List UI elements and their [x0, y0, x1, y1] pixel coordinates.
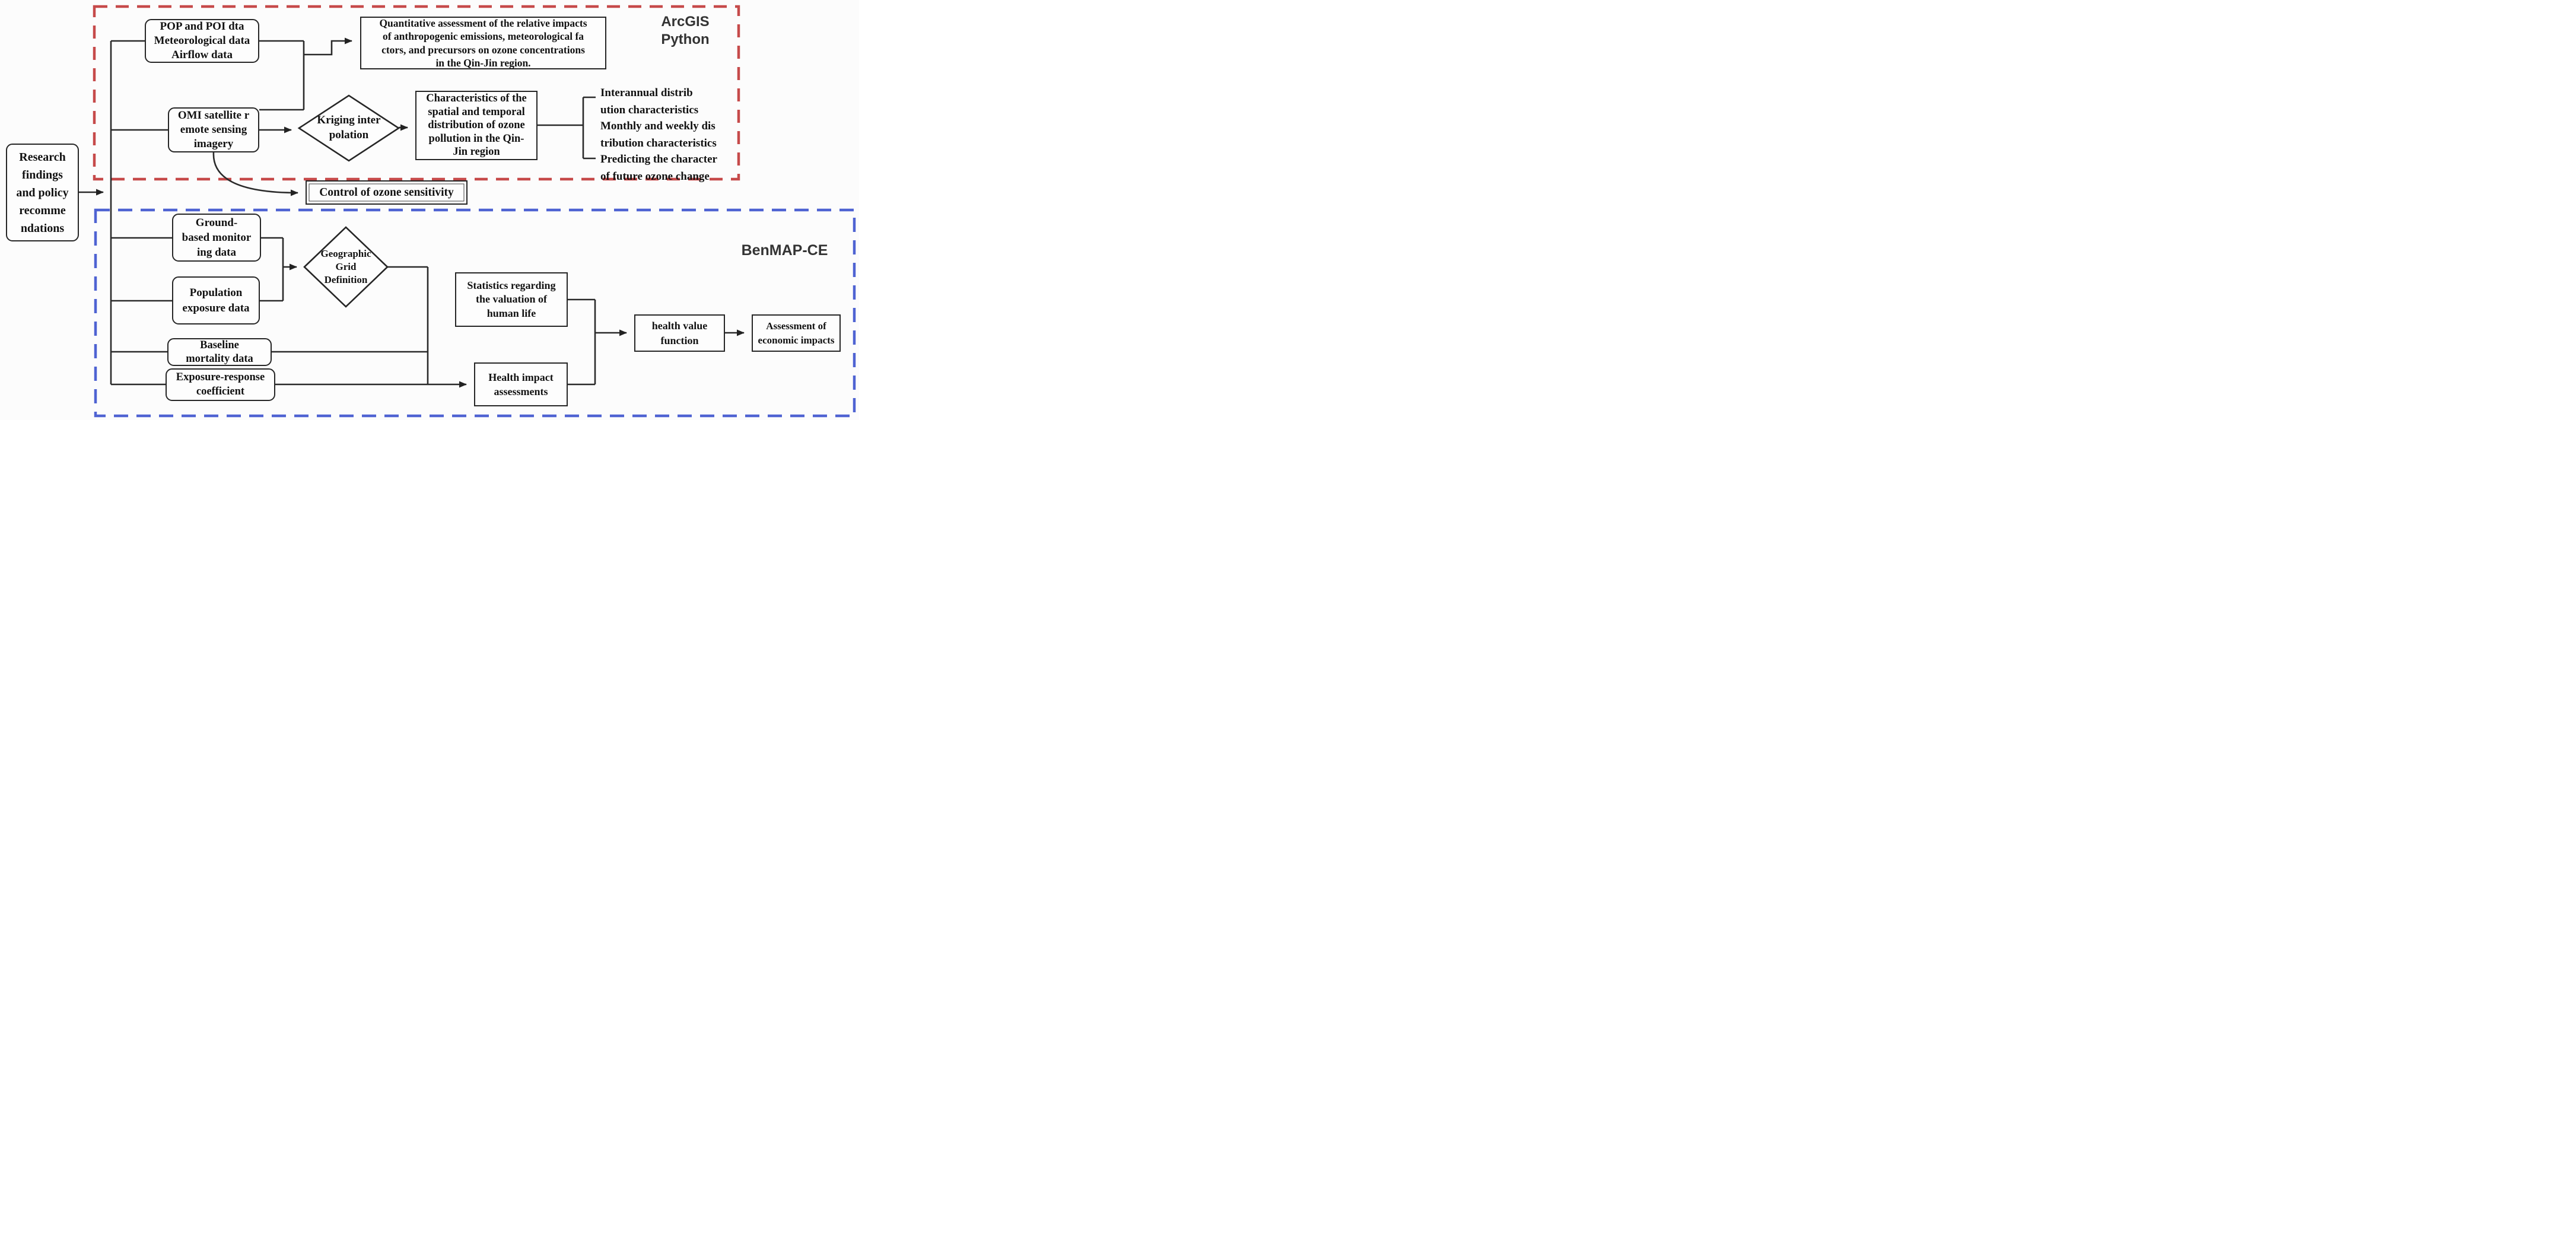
node-statistics-valuation: Statistics regarding the valuation of human life: [455, 272, 568, 327]
node-geographic-grid-definition: Geographic Grid Definition: [320, 247, 371, 286]
arcgis-python-label: ArcGIS Python: [661, 14, 710, 47]
label-interannual-distribution: Interannual distrib ution characteristics: [600, 87, 699, 116]
benmap-ce-label: BenMAP-CE: [741, 242, 828, 259]
node-population-exposure: Population exposure data: [172, 276, 260, 324]
node-omi-satellite: OMI satellite r emote sensing imagery: [168, 107, 259, 152]
node-ground-based-monitoring: Ground- based monitor ing data: [172, 214, 261, 262]
curve-into-control: [214, 152, 298, 193]
flowchart-canvas: [0, 0, 859, 420]
node-quantitative-assessment: Quantitative assessment of the relative impacts of anthropogenic emissions, meteorological fa ctors, and precursors on ozone concentrations in the Qin-Jin region.: [360, 17, 606, 69]
node-health-value-function: health value function: [634, 314, 725, 352]
node-kriging-interpolation: Kriging inter polation: [317, 114, 381, 141]
node-exposure-response: Exposure-response coefficient: [166, 368, 275, 401]
node-research-findings: Research findings and policy recomme ndations: [6, 144, 79, 241]
trunk-and-branches: [79, 41, 172, 384]
node-health-impact-assessments: Health impact assessments: [474, 362, 568, 406]
label-predicting-future-ozone: Predicting the character of future ozone change: [600, 153, 717, 183]
node-baseline-mortality: Baseline mortality data: [167, 338, 272, 366]
node-pop-poi-data: POP and POI dta Meteorological data Airflow data: [145, 19, 259, 63]
arrow-into-quantitative: [304, 41, 352, 55]
node-control-ozone-sensitivity: Control of ozone sensitivity: [306, 180, 468, 205]
label-monthly-weekly-distribution: Monthly and weekly dis tribution characteristics: [600, 120, 717, 149]
node-characteristics-distribution: Characteristics of the spatial and temporal distribution of ozone pollution in the Qin- Jin region: [415, 91, 538, 160]
node-assessment-economic-impacts: Assessment of economic impacts: [752, 314, 841, 352]
